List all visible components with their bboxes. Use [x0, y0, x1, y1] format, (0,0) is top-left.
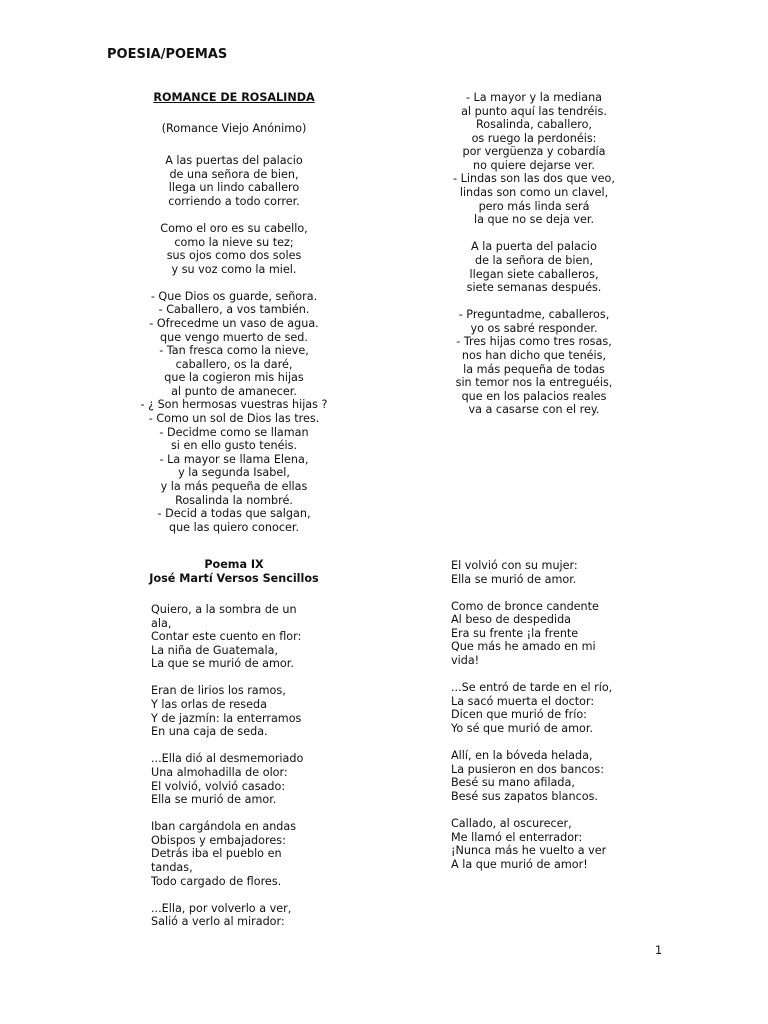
verse-line: - Decidme como se llaman: [159, 425, 309, 439]
verse-line: la más pequeña de todas: [463, 362, 605, 376]
verse-line: La sacó muerta el doctor:: [451, 694, 595, 708]
verse-line: de la señora de bien,: [475, 253, 593, 267]
verse-line: Quiero, a la sombra de un: [151, 603, 297, 616]
verse-line: Iban cargándola en andas: [151, 820, 297, 834]
poem-heading: [129, 558, 339, 586]
verse-line: Allí, en la bóveda helada,: [451, 749, 593, 763]
verse-line: - ¿ Son hermosas vuestras hijas ?: [140, 398, 328, 412]
verse-line: ¡Nunca más he vuelto a ver: [451, 844, 607, 858]
verse-line: Dicen que murió de frío:: [451, 708, 587, 722]
verse-line: vida!: [451, 654, 480, 668]
verse-line: que vengo muerto de sed.: [160, 330, 308, 344]
verse-line: Todo cargado de flores.: [151, 874, 282, 888]
verse-line: ...Ella dió al desmemoriado: [151, 752, 304, 766]
stanza: [151, 603, 321, 671]
verse-line: Besé su mano afilada,: [451, 776, 575, 790]
verse-line: Callado, al oscurecer,: [451, 816, 572, 830]
verse-line: - La mayor se llama Elena,: [159, 452, 309, 466]
verse-line: sus ojos como dos soles: [166, 249, 302, 263]
stanza: [151, 684, 321, 738]
verse-line: - La mayor y la mediana: [465, 91, 603, 104]
verse-line: Contar este cuento en flor:: [151, 630, 302, 644]
verse-line: El volvió con su mujer:: [451, 559, 578, 572]
verse-line: El volvió, volvió casado:: [151, 779, 286, 793]
poem-author: José Martí Versos Sencillos: [149, 572, 319, 585]
verse-line: al punto aquí las tendréis.: [461, 104, 607, 118]
romance-left-column: [129, 91, 339, 534]
verse-line: Como de bronce candente: [451, 599, 599, 613]
verse-line: de una señora de bien,: [169, 167, 299, 181]
verse-line: y la segunda Isabel,: [178, 466, 290, 480]
verse-line: La pusieron en dos bancos:: [451, 762, 605, 776]
verse-line: Obispos y embajadores:: [151, 833, 286, 847]
page-number: 1: [655, 944, 663, 957]
verse-line: y su voz como la miel.: [171, 262, 297, 276]
stanza-group: [129, 154, 339, 534]
verse-line: si en ello gusto tenéis.: [170, 439, 298, 453]
verse-line: nos han dicho que tenéis,: [461, 348, 607, 362]
verse-line: pero más linda será: [478, 199, 590, 213]
stanza: [151, 752, 321, 806]
stanza-group: [151, 603, 321, 929]
stanza: [451, 749, 631, 803]
stanza: [129, 222, 339, 276]
verse-line: A la puerta del palacio: [471, 240, 597, 254]
stanza: [451, 559, 631, 586]
poem-title: ROMANCE DE ROSALINDA: [153, 91, 315, 104]
verse-line: va a casarse con el rey.: [468, 403, 600, 417]
verse-line: la que no se deja ver.: [473, 213, 595, 227]
stanza: [129, 154, 339, 208]
verse-line: ...Se entró de tarde en el río,: [451, 681, 613, 695]
verse-line: Como el oro es su cabello,: [160, 221, 308, 235]
verse-line: que la cogieron mis hijas: [164, 371, 304, 385]
stanza: [151, 902, 321, 929]
verse-line: que las quiero conocer.: [168, 520, 299, 534]
verse-line: caballero, os la daré,: [175, 357, 293, 371]
verse-line: Que más he amado en mi: [451, 640, 596, 654]
document-title: POESIA/POEMAS: [107, 47, 228, 62]
verse-line: Detrás iba el pueblo en: [151, 847, 282, 861]
verse-line: Ella se murió de amor.: [151, 793, 277, 807]
verse-line: no quiere dejarse ver.: [473, 158, 595, 172]
verse-line: - Lindas son las dos que veo,: [453, 172, 615, 186]
verse-line: siete semanas después.: [466, 281, 602, 295]
verse-line: Una almohadilla de olor:: [151, 765, 288, 779]
stanza: [451, 817, 631, 871]
stanza-group: [451, 559, 631, 871]
verse-line: La niña de Guatemala,: [151, 643, 279, 657]
verse-line: ala,: [151, 616, 172, 630]
verse-line: por vergüenza y cobardía: [462, 145, 606, 159]
verse-line: que en los palacios reales: [461, 389, 607, 403]
verse-line: - Preguntadme, caballeros,: [458, 308, 610, 322]
verse-line: Yo sé que murió de amor.: [451, 721, 594, 735]
romance-right-column: [424, 91, 644, 417]
verse-line: corriendo a todo correr.: [168, 194, 300, 208]
verse-line: Eran de lirios los ramos,: [151, 684, 286, 698]
poem-subtitle: (Romance Viejo Anónimo): [161, 122, 307, 136]
verse-line: - Ofrecedme un vaso de agua.: [149, 316, 319, 330]
verse-line: - Tres hijas como tres rosas,: [456, 335, 612, 349]
verse-line: lindas son como un clavel,: [459, 186, 609, 200]
verse-line: En una caja de seda.: [151, 725, 268, 739]
verse-line: Era su frente ¡la frente: [451, 626, 579, 640]
verse-line: - Como un sol de Dios las tres.: [148, 412, 320, 426]
stanza: [424, 308, 644, 417]
verse-line: ...Ella, por volverlo a ver,: [151, 901, 292, 915]
verse-line: Rosalinda, caballero,: [476, 118, 592, 132]
verse-line: yo os sabré responder.: [470, 321, 598, 335]
stanza: [424, 91, 644, 227]
verse-line: Al beso de despedida: [451, 613, 572, 627]
stanza: [451, 681, 631, 735]
verse-line: Rosalinda la nombré.: [175, 493, 293, 507]
verse-line: y la más pequeña de ellas: [160, 479, 308, 493]
stanza: [451, 600, 631, 668]
verse-line: - Caballero, a vos también.: [158, 303, 310, 317]
verse-line: Y de jazmín: la enterramos: [151, 711, 302, 725]
verse-line: llegan siete caballeros,: [469, 267, 599, 281]
verse-line: Ella se murió de amor.: [451, 572, 577, 586]
verse-line: tandas,: [151, 860, 193, 874]
verse-line: llega un lindo caballero: [168, 181, 300, 195]
verse-line: - Tan fresca como la nieve,: [159, 344, 309, 358]
verse-line: Salió a verlo al mirador:: [151, 915, 285, 929]
verse-line: A las puertas del palacio: [165, 154, 303, 168]
verse-line: A la que murió de amor!: [451, 857, 588, 871]
stanza: [129, 290, 339, 534]
stanza: [424, 240, 644, 294]
stanza: [151, 820, 321, 888]
verse-line: sin temor nos la entreguéis,: [455, 376, 613, 390]
verse-line: La que se murió de amor.: [151, 657, 294, 671]
verse-line: al punto de amanecer.: [171, 384, 297, 398]
verse-line: Y las orlas de reseda: [151, 698, 267, 712]
stanza-group: [424, 91, 644, 417]
verse-line: - Decid a todas que salgan,: [157, 507, 311, 521]
verse-line: - Que Dios os guarde, señora.: [150, 289, 318, 303]
poema-left-column: [151, 603, 321, 929]
verse-line: Besé sus zapatos blancos.: [451, 789, 598, 803]
verse-line: como la nieve su tez;: [174, 235, 294, 249]
verse-line: os ruego la perdonéis:: [471, 131, 597, 145]
verse-line: Me llamó el enterrador:: [451, 830, 583, 844]
poem-title: Poema IX: [204, 558, 264, 571]
poema-right-column: [451, 559, 631, 871]
